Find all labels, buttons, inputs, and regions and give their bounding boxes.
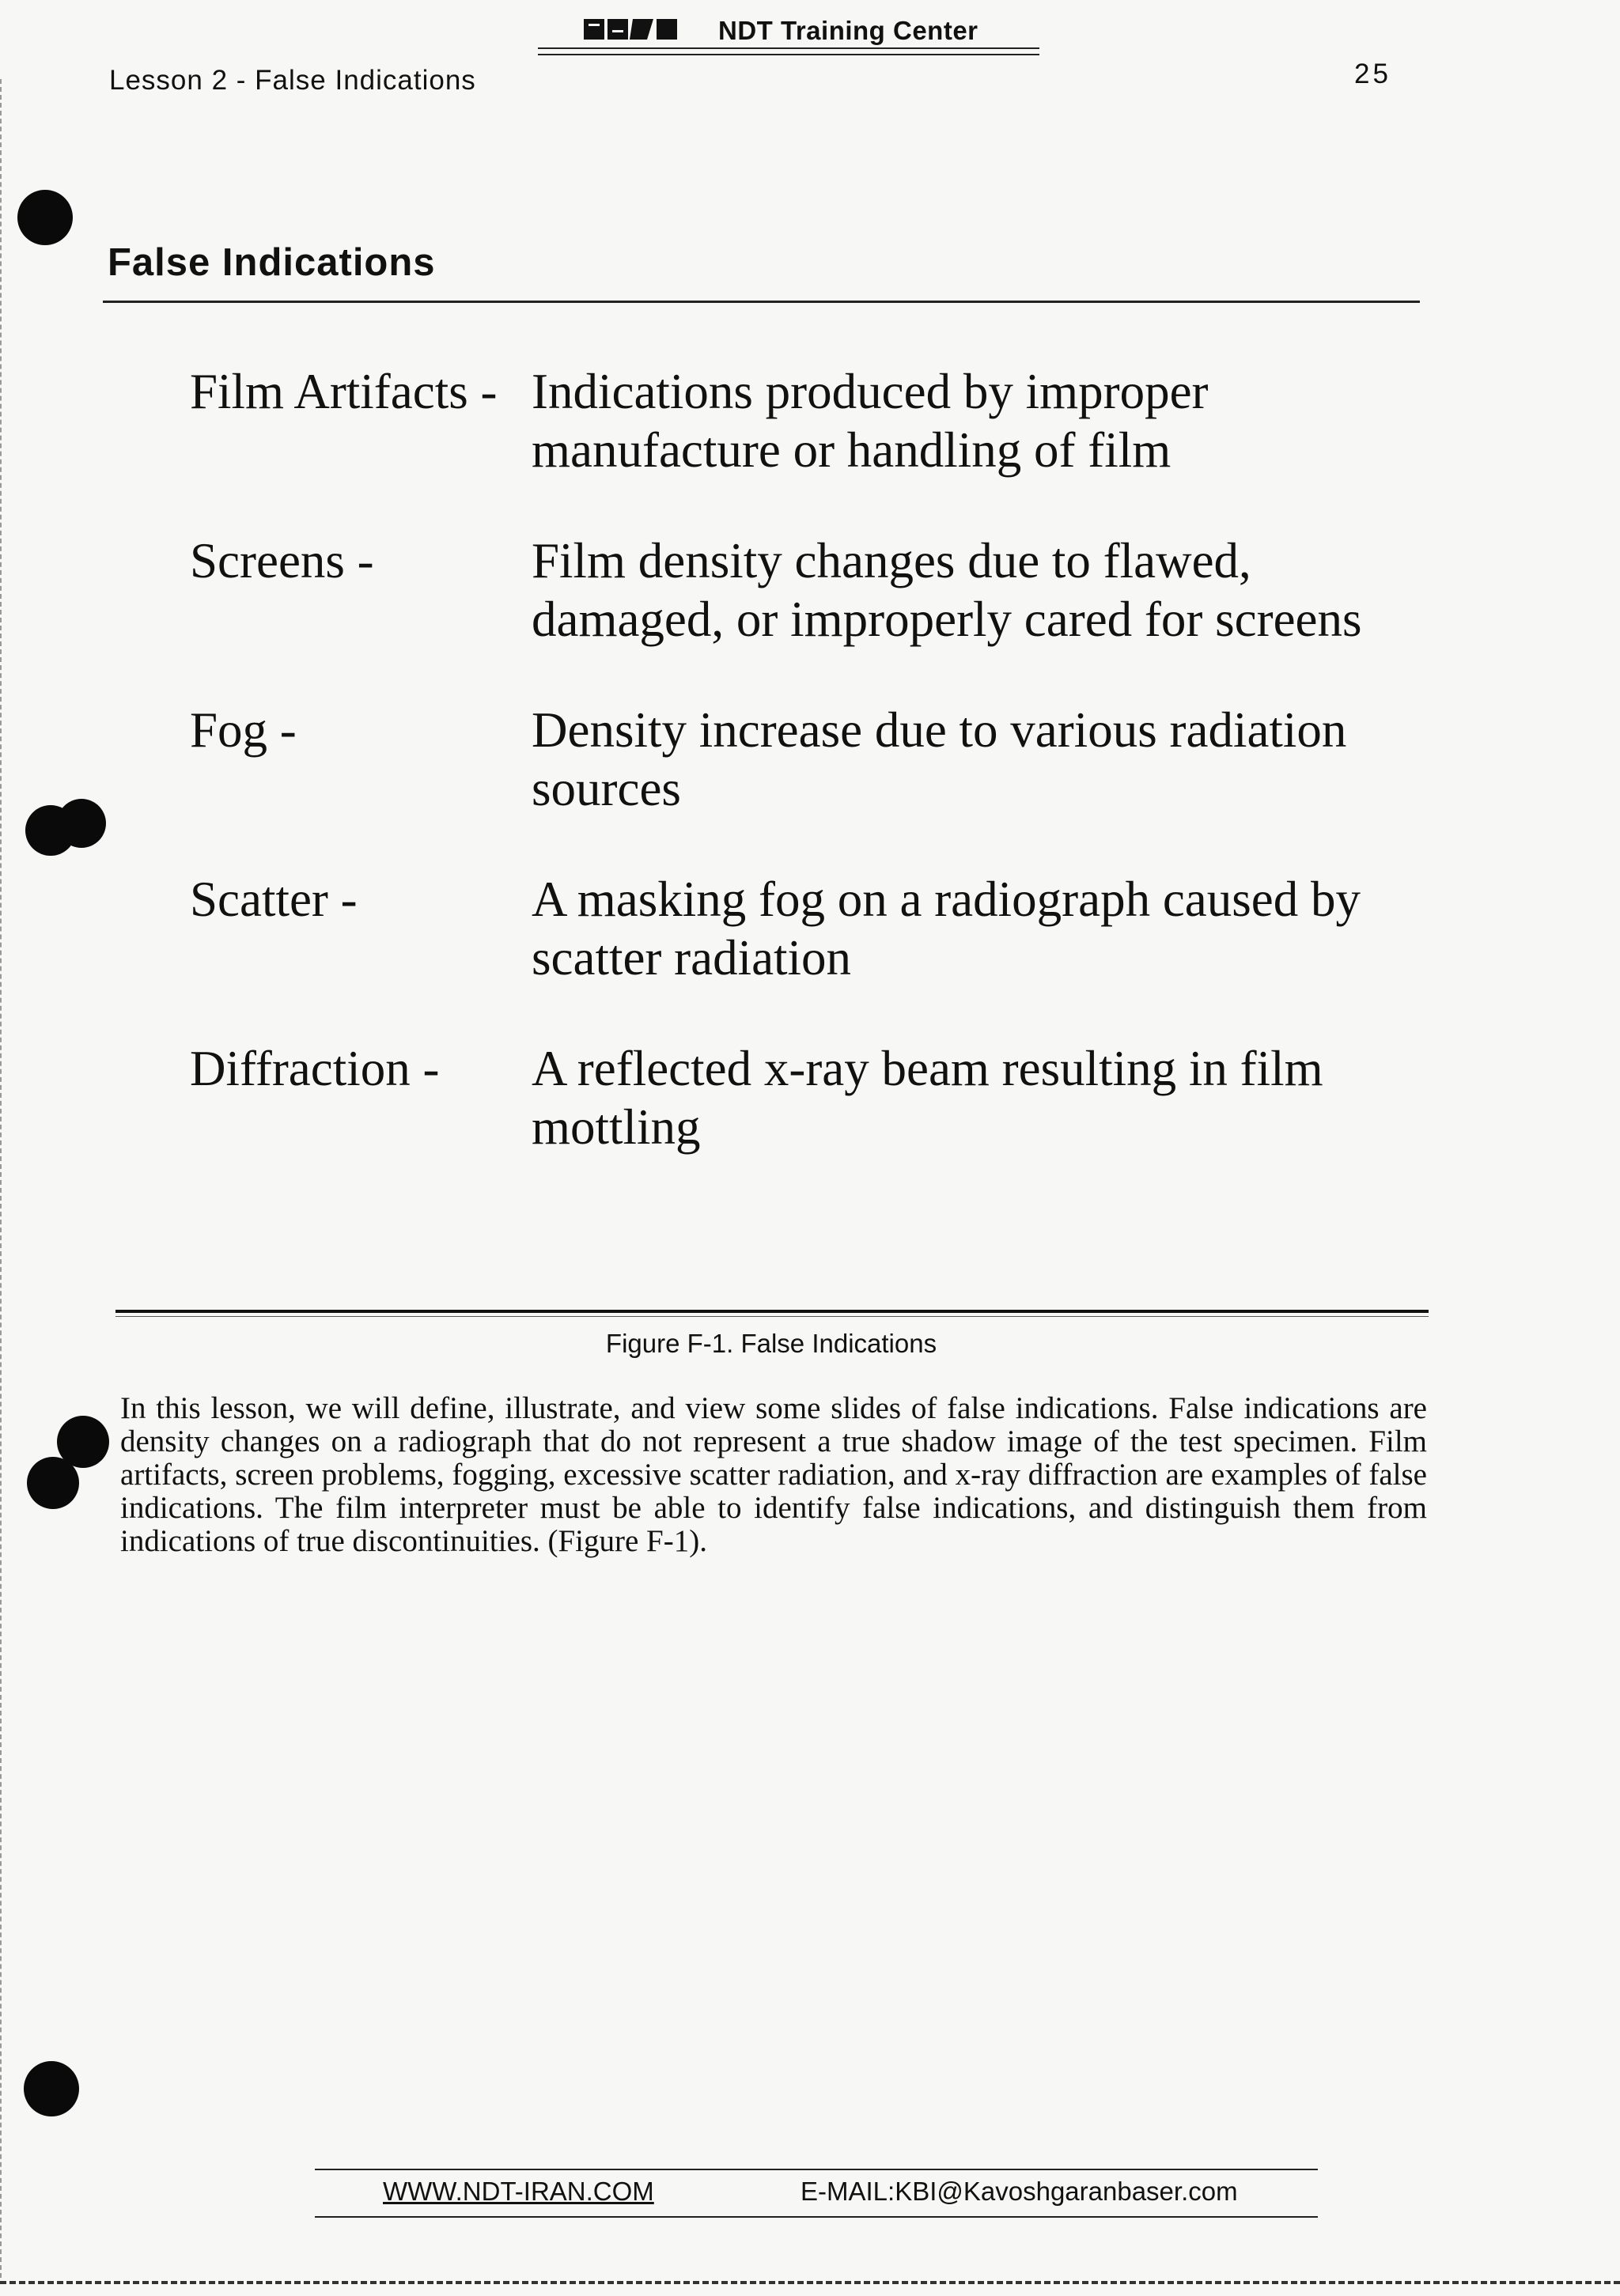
definition-row (190, 701, 1424, 818)
website-link[interactable]: WWW.NDT-IRAN.COM (383, 2177, 654, 2206)
definition-row (190, 870, 1424, 987)
definition-row (190, 362, 1424, 479)
binder-hole (17, 190, 73, 245)
definition-description: Film density changes due to flawed, damaged, or improperly cared for screens (532, 533, 1362, 647)
binder-hole (57, 799, 106, 848)
body-paragraph: In this lesson, we will define, illustrate, and view some slides of false indications. False indications are density changes on a radiograph that do not represent a true shadow image of the test specimen. Film artifacts, screen problems, fogging, excessive scatter radiation, and x-ray diffraction are examples of false indications. The film interpreter must be able to identify false indications, and distinguish them from indications of true discontinuities. (Figure F-1). (120, 1391, 1427, 1558)
training-center-name: NDT Training Center (718, 16, 978, 45)
binder-hole (24, 2061, 79, 2116)
lesson-label: Lesson 2 - False Indications (109, 65, 476, 96)
company-logo (584, 16, 677, 43)
page-edge-left (0, 79, 2, 2278)
section-title: False Indications (108, 241, 436, 284)
definition-term: Fog - (190, 702, 297, 758)
definition-term: Film Artifacts - (190, 364, 498, 419)
definition-description: Density increase due to various radiation sources (532, 702, 1347, 816)
page-number: 25 (1354, 59, 1391, 89)
definitions-list (190, 362, 1424, 1156)
definition-term: Diffraction - (190, 1041, 440, 1096)
definition-description: A masking fog on a radiograph caused by scatter radiation (532, 872, 1361, 985)
definition-term: Screens - (190, 533, 374, 588)
definition-description: A reflected x-ray beam resulting in film mottling (532, 1041, 1323, 1155)
figure-rule-thin (115, 1316, 1429, 1317)
footer-rule-bottom (315, 2216, 1318, 2218)
definition-row (190, 1039, 1424, 1156)
definition-term: Scatter - (190, 872, 358, 927)
title-rule (103, 301, 1420, 303)
footer-rule-top (315, 2169, 1318, 2170)
page-edge-bottom (0, 2281, 1620, 2284)
figure-caption: Figure F-1. False Indications (605, 1329, 937, 1358)
email-address: E-MAIL:KBI@Kavoshgaranbaser.com (801, 2177, 1238, 2206)
header-rule-double (538, 54, 1039, 55)
definition-description: Indications produced by improper manufacture or handling of film (532, 364, 1209, 478)
header-rule (538, 47, 1039, 49)
definition-row (190, 531, 1424, 649)
figure-rule (115, 1310, 1429, 1313)
binder-hole (27, 1457, 79, 1509)
